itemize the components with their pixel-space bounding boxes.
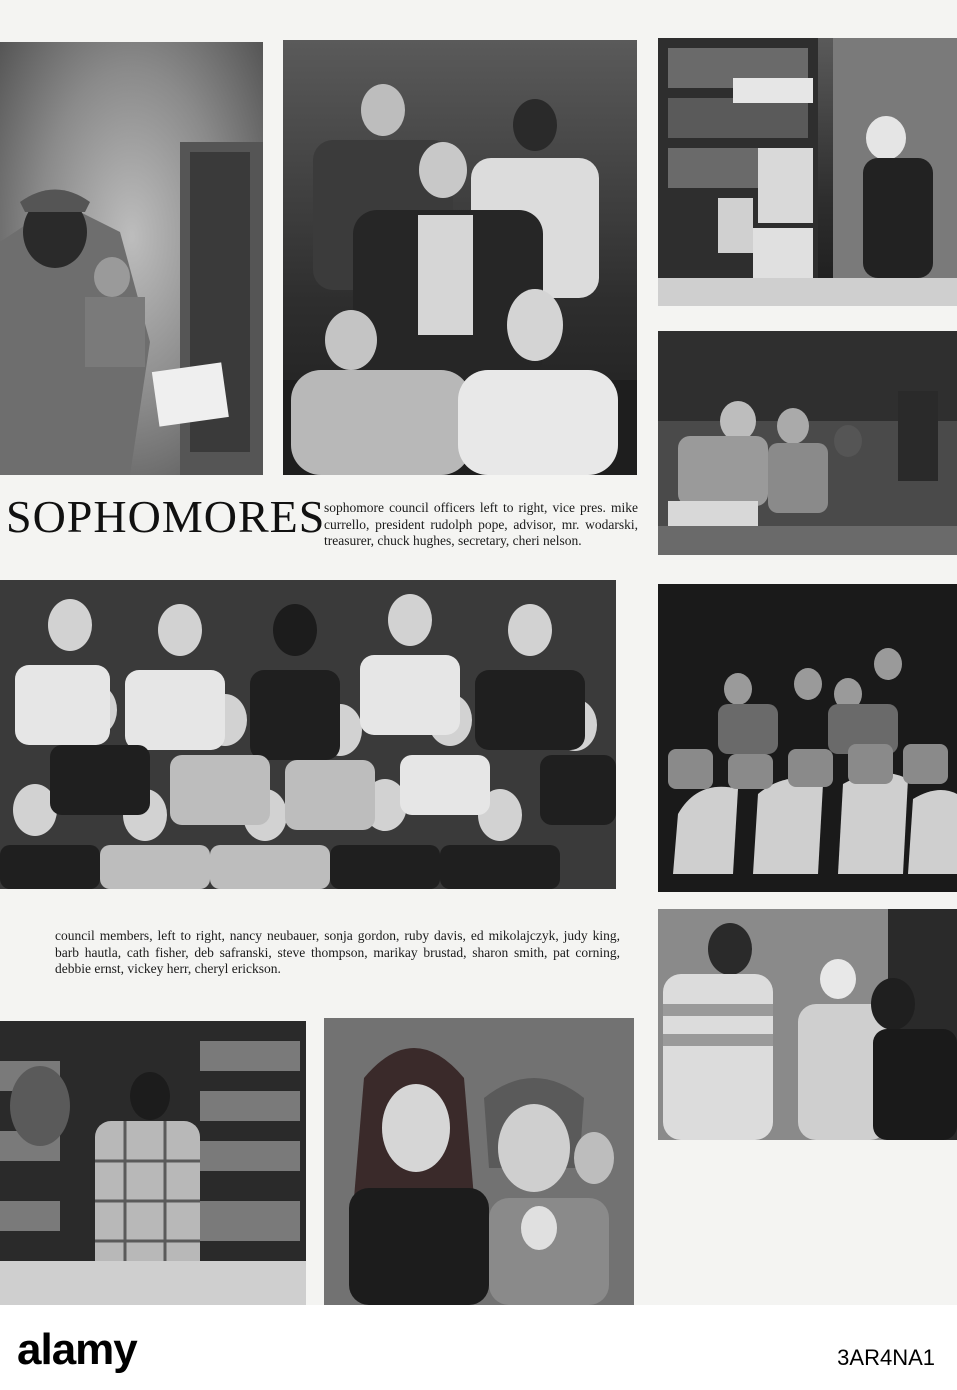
stock-footer (0, 1305, 957, 1390)
photo-students-pointing (324, 1018, 634, 1305)
photo-auditorium (658, 584, 957, 892)
photo-student-sunglasses (0, 42, 263, 475)
photo-art-fair (658, 38, 957, 306)
photo-council-officers (283, 40, 637, 475)
image-code: 3AR4NA1 (837, 1345, 935, 1370)
members-caption: council members, left to right, nancy neubauer, sonja gordon, ruby davis, ed mikolajczyk, judy king, barb hautla, cath fisher, deb safranski, steve thompson, marikay brustad, sharon smith, pat corning, debbie ernst, vickey herr, cheryl erickson. (55, 928, 620, 976)
section-heading: SOPHOMORES (6, 491, 326, 542)
photo-team-bench (658, 331, 957, 555)
alamy-logo: alamy (17, 1325, 137, 1374)
photo-hallway (658, 909, 957, 1140)
photo-library (0, 1021, 306, 1305)
officers-caption: sophomore council officers left to right, vice pres. mike currello, president rudolph pope, advisor, mr. wodarski, treasurer, chuck hughes, secretary, cheri nelson. (324, 500, 638, 548)
photo-council-members (0, 580, 616, 889)
